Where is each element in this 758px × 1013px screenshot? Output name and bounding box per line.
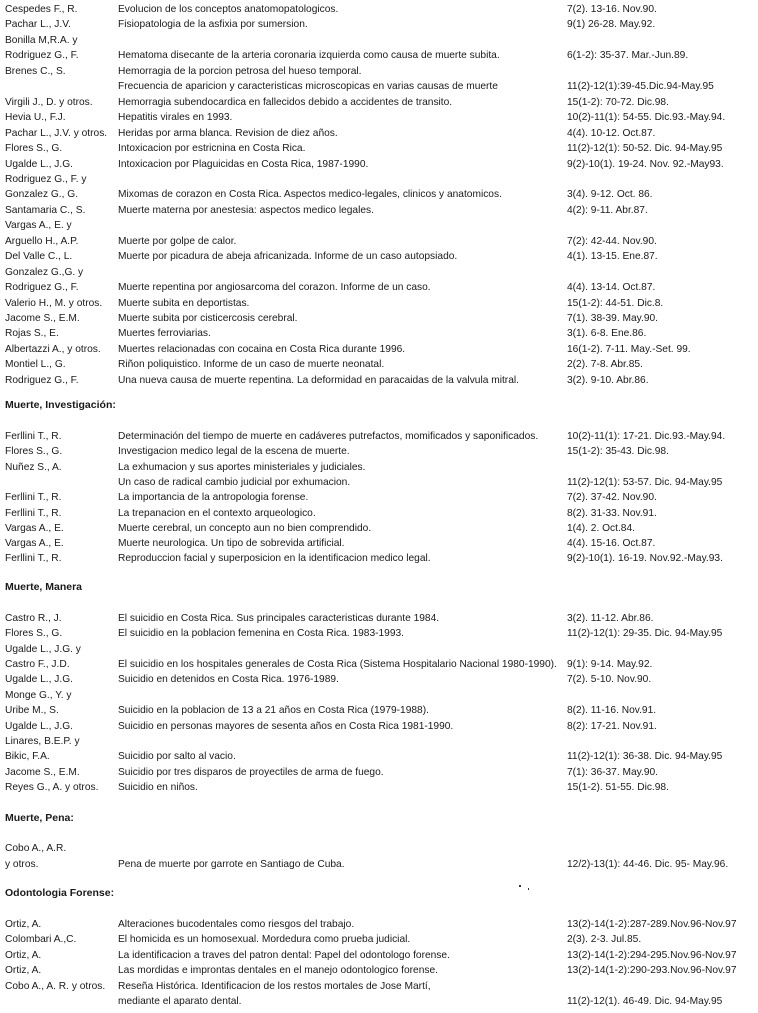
entry-title: Reseña Histórica. Identificacion de los restos mortales de Jose Martí, — [118, 980, 431, 992]
bibliography-entry-row — [0, 734, 758, 749]
entry-title: Suicidio en detenidos en Costa Rica. 1976-1989. — [118, 674, 339, 686]
entry-title: La importancia de la antropologia forense. — [118, 492, 309, 504]
scan-speck — [519, 885, 521, 887]
entry-title: La identificacion a traves del patron dental: Papel del odontologo forense. — [118, 949, 450, 961]
entry-author: Flores S., G. — [5, 446, 63, 458]
entry-author: Ugalde L., J.G. — [5, 720, 73, 732]
entry-citation: 13(2)-14(1-2):287-289.Nov.96-Nov.97 — [567, 919, 737, 930]
entry-citation: 7(1): 36-37. May.90. — [567, 766, 658, 778]
entry-citation: 15(1-2): 44-51. Dic.8. — [567, 297, 664, 309]
bibliography-entry-row — [0, 342, 758, 357]
bibliography-entry-row — [0, 203, 758, 218]
bibliography-entry-row — [0, 642, 758, 657]
entry-author: Ferllini T., R. — [5, 507, 62, 519]
entry-author: Vargas A., E. y — [5, 220, 72, 232]
entry-citation: 15(1-2): 35-43. Dic.98. — [567, 446, 669, 458]
bibliography-entry-row — [0, 110, 758, 125]
bibliography-entry-row — [0, 357, 758, 372]
entry-author: Ortiz, A. — [5, 965, 42, 977]
entry-author: Ortiz, A. — [5, 919, 42, 930]
entry-citation: 7(1). 38-39. May.90. — [567, 313, 658, 324]
entry-title: mediante el aparato dental. — [118, 996, 242, 1007]
entry-citation: 10(2)-11(1): 54-55. Dic.93.-May.94. — [567, 112, 726, 124]
bibliography-entry-row — [0, 490, 758, 505]
bibliography-entry-row — [0, 963, 758, 978]
entry-title: Heridas por arma blanca. Revision de diez años. — [118, 127, 338, 139]
entry-title: Muerte cerebral, un concepto aun no bien comprendido. — [118, 522, 372, 534]
entry-author: Gonzalez G., G. — [5, 189, 79, 201]
entry-citation: 8(2). 11-16. Nov.91. — [567, 705, 657, 717]
entry-author: Castro F., J.D. — [5, 659, 70, 671]
bibliography-entry-row — [0, 17, 758, 32]
bibliography-entry-row — [0, 841, 758, 856]
entry-author: Hevia U., F.J. — [5, 112, 66, 124]
entry-citation: 9(1) 26-28. May.92. — [567, 19, 656, 31]
entry-citation: 3(1). 6-8. Ene.86. — [567, 328, 647, 340]
entry-citation: 7(2). 37-42. Nov.90. — [567, 492, 657, 504]
bibliography-entry-row — [0, 326, 758, 341]
entry-title: Determinación del tiempo de muerte en cadáveres putrefactos, momificados y saponificados. — [118, 431, 539, 442]
entry-author: Pachar L., J.V. y otros. — [5, 127, 108, 139]
entry-author: Rodriguez G., F. y — [5, 173, 87, 185]
entry-title: Fisiopatologia de la asfixia por sumersion. — [118, 19, 308, 31]
entry-title: Reproduccion facial y superposicion en la identificacion medico legal. — [118, 553, 431, 565]
entry-title: Intoxicacion por Plaguicidas en Costa Rica, 1987-1990. — [118, 158, 369, 170]
entry-author: Cobo A., A. R. y otros. — [5, 980, 106, 992]
bibliography-entry-row — [0, 672, 758, 687]
bibliography-entry-row — [0, 994, 758, 1009]
entry-title: Suicidio por tres disparos de proyectiles de arma de fuego. — [118, 766, 384, 778]
entry-citation: 15(1-2): 70-72. Dic.98. — [567, 96, 669, 108]
entry-citation: 4(4). 13-14. Oct.87. — [567, 282, 656, 294]
entry-citation: 4(2): 9-11. Abr.87. — [567, 204, 648, 216]
entry-citation: 11(2)-12(1): 29-35. Dic. 94-May.95 — [567, 628, 723, 640]
entry-citation: 11(2)-12(1): 50-52. Dic. 94-May.95 — [567, 143, 723, 155]
entry-title: Hepatitis virales en 1993. — [118, 112, 233, 124]
entry-title: Suicidio en niños. — [118, 781, 198, 793]
entry-author: Flores S., G. — [5, 628, 63, 640]
entry-title: Muerte subita en deportistas. — [118, 297, 250, 309]
bibliography-entry-row — [0, 2, 758, 17]
entry-author: Ferllini T., R. — [5, 553, 62, 565]
section-heading: Muerte, Manera — [5, 581, 83, 593]
entry-title: Evolucion de los conceptos anatomopatologicos. — [118, 4, 339, 15]
entry-citation: 2(3). 2-3. Jul.85. — [567, 934, 642, 946]
entry-title: Muertes relacionadas con cocaina en Costa Rica durante 1996. — [118, 343, 406, 355]
bibliography-entry-row — [0, 79, 758, 94]
entry-citation: 11(2)-12(1): 36-38. Dic. 94-May.95 — [567, 751, 723, 763]
entry-author: Castro R., J. — [5, 613, 62, 624]
entry-author: Rojas S., E. — [5, 328, 59, 340]
entry-author: Brenes C., S. — [5, 65, 66, 77]
bibliography-entry-row — [0, 703, 758, 718]
entry-title: Un caso de radical cambio judicial por exhumacion. — [118, 476, 351, 488]
entry-author: Bonilla M,R.A. y — [5, 34, 78, 46]
entry-title: Muerte por golpe de calor. — [118, 235, 237, 247]
entry-title: Las mordidas e improntas dentales en el manejo odontologico forense. — [118, 965, 438, 977]
entry-title: El suicidio en la poblacion femenina en Costa Rica. 1983-1993. — [118, 628, 404, 640]
bibliography-entry-row — [0, 475, 758, 490]
bibliography-entry-row — [0, 626, 758, 641]
bibliography-entry-row — [0, 932, 758, 947]
entry-author: Del Valle C., L. — [5, 251, 73, 263]
entry-author: Ferllini T., R. — [5, 492, 62, 504]
entry-author: Jacome S., E.M. — [5, 766, 80, 778]
entry-author: Ferllini T., R. — [5, 431, 62, 442]
entry-title: Mixomas de corazon en Costa Rica. Aspectos medico-legales, clinicos y anatomicos. — [118, 189, 502, 201]
bibliography-entry-row — [0, 536, 758, 551]
entry-author: Vargas A., E. — [5, 538, 64, 550]
entry-citation: 2(2). 7-8. Abr.85. — [567, 359, 643, 371]
entry-author: Linares, B.E.P. y — [5, 735, 80, 747]
bibliography-entry-row — [0, 765, 758, 780]
bibliography-entry-row — [0, 234, 758, 249]
entry-title: La trepanacion en el contexto arqueologico. — [118, 507, 316, 519]
entry-title: Alteraciones bucodentales como riesgos del trabajo. — [118, 919, 355, 930]
entry-author: Uribe M., S. — [5, 705, 59, 717]
bibliography-entry-row — [0, 657, 758, 672]
bibliography-entry-row — [0, 780, 758, 795]
bibliography-entry-row — [0, 218, 758, 233]
entry-author: Albertazzi A., y otros. — [5, 343, 101, 355]
entry-citation: 3(2). 11-12. Abr.86. — [567, 613, 654, 624]
bibliography-entry-row — [0, 373, 758, 388]
entry-author: Ugalde L., J.G. — [5, 674, 73, 686]
entry-citation: 7(2). 13-16. Nov.90. — [567, 4, 657, 15]
entry-citation: 10(2)-11(1): 17-21. Dic.93.-May.94. — [567, 431, 726, 442]
entry-title: Muerte materna por anestesia: aspectos medico legales. — [118, 204, 374, 216]
entry-author: Ortiz, A. — [5, 949, 42, 961]
entry-citation: 8(2): 17-21. Nov.91. — [567, 720, 657, 732]
bibliography-entry-row — [0, 126, 758, 141]
bibliography-entry-row — [0, 979, 758, 994]
entry-citation: 4(4). 10-12. Oct.87. — [567, 127, 656, 139]
entry-author: Reyes G., A. y otros. — [5, 781, 99, 793]
entry-citation: 13(2)-14(1-2):294-295.Nov.96-Nov.97 — [567, 949, 737, 961]
entry-title: Una nueva causa de muerte repentina. La deformidad en paracaidas de la valvula mitral. — [118, 374, 519, 386]
entry-citation: 6(1-2): 35-37. Mar.-Jun.89. — [567, 50, 689, 62]
bibliography-entry-row — [0, 749, 758, 764]
entry-title: Muerte subita por cisticercosis cerebral. — [118, 313, 298, 324]
bibliography-entry-row — [0, 187, 758, 202]
entry-title: Hematoma disecante de la arteria coronaria izquierda como causa de muerte subita. — [118, 50, 500, 62]
entry-citation: 11(2)-12(1). 46-49. Dic. 94-May.95 — [567, 996, 723, 1007]
entry-title: Suicidio en la poblacion de 13 a 21 años en Costa Rica (1979-1988). — [118, 705, 429, 717]
entry-author: Jacome S., E.M. — [5, 313, 80, 324]
entry-citation: 11(2)-12(1): 53-57. Dic. 94-May.95 — [567, 476, 723, 488]
entry-citation: 11(2)-12(1):39-45.Dic.94-May.95 — [567, 81, 714, 93]
entry-author: Nuñez S., A. — [5, 461, 62, 473]
entry-citation: 7(2): 42-44. Nov.90. — [567, 235, 657, 247]
section-heading: Muerte, Investigación: — [5, 399, 116, 411]
entry-title: Hemorragia de la porcion petrosa del hueso temporal. — [118, 65, 362, 77]
entry-title: La exhumacion y sus aportes ministeriales y judiciales. — [118, 461, 366, 473]
entry-author: Rodriguez G., F. — [5, 50, 79, 62]
entry-author: Monge G., Y. y — [5, 689, 72, 701]
entry-title: Hemorragia subendocardica en fallecidos debido a accidentes de transito. — [118, 96, 453, 108]
bibliography-entry-row — [0, 249, 758, 264]
entry-title: Muertes ferroviarias. — [118, 328, 211, 340]
entry-citation: 9(1): 9-14. May.92. — [567, 659, 653, 671]
entry-title: Riñon poliquistico. Informe de un caso de muerte neonatal. — [118, 359, 385, 371]
entry-author: Gonzalez G.,G. y — [5, 266, 84, 278]
entry-author: Cespedes F., R. — [5, 4, 78, 15]
entry-author: Arguello H., A.P. — [5, 235, 79, 247]
entry-author: Pachar L., J.V. — [5, 19, 71, 31]
bibliography-entry-row — [0, 429, 758, 444]
entry-title: Muerte por picadura de abeja africanizada. Informe de un caso autopsiado. — [118, 251, 458, 263]
bibliography-entry-row — [0, 157, 758, 172]
entry-title: Muerte neurologica. Un tipo de sobrevida artificial. — [118, 538, 345, 550]
bibliography-entry-row — [0, 444, 758, 459]
entry-title: Investigacion medico legal de la escena de muerte. — [118, 446, 350, 458]
bibliography-entry-row — [0, 521, 758, 536]
entry-citation: 9(2)-10(1). 16-19. Nov.92.-May.93. — [567, 553, 723, 565]
bibliography-entry-row — [0, 48, 758, 63]
entry-citation: 13(2)-14(1-2):290-293.Nov.96-Nov.97 — [567, 965, 737, 977]
entry-citation: 7(2). 5-10. Nov.90. — [567, 674, 652, 686]
entry-citation: 16(1-2). 7-11. May.-Set. 99. — [567, 343, 691, 355]
bibliography-entry-row — [0, 141, 758, 156]
entry-author: Ugalde L., J.G. — [5, 158, 73, 170]
entry-title: Intoxicacion por estricnina en Costa Rica. — [118, 143, 306, 155]
scan-speck — [528, 888, 529, 890]
entry-author: Santamaria C., S. — [5, 204, 86, 216]
entry-citation: 3(2). 9-10. Abr.86. — [567, 374, 649, 386]
bibliography-entry-row — [0, 917, 758, 932]
entry-author: Vargas A., E. — [5, 522, 64, 534]
entry-citation: 3(4). 9-12. Oct. 86. — [567, 189, 653, 201]
bibliography-entry-row — [0, 551, 758, 566]
entry-author: Valerio H., M. y otros. — [5, 297, 103, 309]
bibliography-entry-row — [0, 172, 758, 187]
entry-title: Suicidio por salto al vacio. — [118, 751, 236, 763]
entry-author: y otros. — [5, 858, 39, 870]
bibliography-entry-row — [0, 95, 758, 110]
entry-citation: 1(4). 2. Oct.84. — [567, 522, 635, 534]
entry-author: Cobo A., A.R. — [5, 843, 67, 854]
entry-title: Frecuencia de aparicion y caracteristicas microscopicas en varias causas de muerte — [118, 81, 498, 93]
entry-citation: 12/2)-13(1): 44-46. Dic. 95- May.96. — [567, 858, 729, 870]
bibliography-entry-row — [0, 311, 758, 326]
entry-citation: 4(4). 15-16. Oct.87. — [567, 538, 656, 550]
entry-author: Colombari A.,C. — [5, 934, 77, 946]
bibliography-entry-row — [0, 948, 758, 963]
entry-citation: 9(2)-10(1). 19-24. Nov. 92.-May93. — [567, 158, 724, 170]
bibliography-entry-row — [0, 857, 758, 872]
entry-title: Muerte repentina por angiosarcoma del corazon. Informe de un caso. — [118, 282, 431, 294]
entry-author: Rodriguez G., F. — [5, 282, 79, 294]
section-heading: Odontologia Forense: — [5, 887, 115, 899]
entry-title: El homicida es un homosexual. Mordedura como prueba judicial. — [118, 934, 411, 946]
bibliography-entry-row — [0, 611, 758, 626]
entry-author: Flores S., G. — [5, 143, 63, 155]
entry-author: Montiel L., G. — [5, 359, 66, 371]
bibliography-entry-row — [0, 506, 758, 521]
entry-title: Pena de muerte por garrote en Santiago de Cuba. — [118, 858, 345, 870]
bibliography-entry-row — [0, 280, 758, 295]
bibliography-entry-row — [0, 296, 758, 311]
bibliography-entry-row — [0, 64, 758, 79]
entry-title: El suicidio en los hospitales generales de Costa Rica (Sistema Hospitalario Nacional 1980-1990). — [118, 659, 557, 671]
entry-author: Virgili J., D. y otros. — [5, 96, 93, 108]
bibliography-entry-row — [0, 688, 758, 703]
entry-citation: 4(1). 13-15. Ene.87. — [567, 251, 658, 263]
entry-title: Suicidio en personas mayores de sesenta años en Costa Rica 1981-1990. — [118, 720, 454, 732]
entry-author: Rodriguez G., F. — [5, 374, 79, 386]
section-heading: Muerte, Pena: — [5, 812, 74, 824]
entry-author: Bikic, F.A. — [5, 751, 50, 763]
bibliography-entry-row — [0, 460, 758, 475]
entry-title: El suicidio en Costa Rica. Sus principales caracteristicas durante 1984. — [118, 613, 440, 624]
bibliography-entry-row — [0, 719, 758, 734]
bibliography-entry-row — [0, 265, 758, 280]
entry-citation: 15(1-2). 51-55. Dic.98. — [567, 781, 669, 793]
bibliography-entry-row — [0, 33, 758, 48]
entry-citation: 8(2). 31-33. Nov.91. — [567, 507, 657, 519]
entry-author: Ugalde L., J.G. y — [5, 643, 81, 655]
